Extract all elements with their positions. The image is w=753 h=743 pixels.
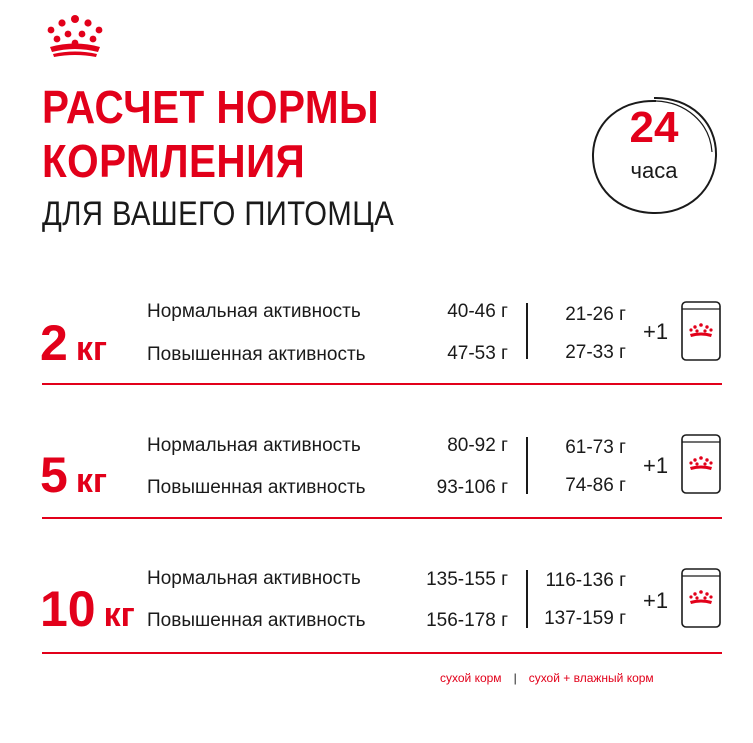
weight-value: 10	[40, 581, 96, 637]
weight-unit: кг	[103, 596, 135, 634]
page-subtitle: ДЛЯ ВАШЕГО ПИТОМЦА	[42, 195, 395, 233]
row-divider	[42, 517, 722, 519]
badge-number: 24	[629, 103, 679, 152]
high-wet-value: 137-159 г	[544, 608, 626, 629]
high-dry-value: 156-178 г	[426, 610, 508, 631]
row-divider	[42, 652, 722, 654]
pouch-count: +1	[643, 588, 669, 613]
legend-separator: |	[513, 671, 517, 685]
normal-dry-value: 80-92 г	[447, 435, 508, 456]
column-divider	[526, 303, 528, 359]
page-title-line-1: РАСЧЕТ НОРМЫ	[42, 81, 380, 133]
legend-dry: сухой корм	[440, 671, 502, 685]
high-activity-label: Повышенная активность	[147, 344, 366, 365]
normal-activity-label: Нормальная активность	[147, 435, 361, 456]
normal-wet-value: 116-136 г	[545, 570, 626, 591]
pouch-count: +1	[643, 319, 669, 344]
badge-unit: часа	[630, 158, 678, 183]
crown-logo-icon	[44, 14, 106, 58]
weight-value: 5	[40, 447, 68, 503]
normal-wet-value: 61-73 г	[565, 437, 626, 458]
normal-dry-value: 40-46 г	[447, 301, 508, 322]
normal-activity-label: Нормальная активность	[147, 301, 361, 322]
column-divider	[526, 570, 528, 628]
wet-food-pouch-icon	[681, 301, 721, 361]
weight-unit: кг	[75, 462, 107, 500]
wet-food-pouch-icon	[681, 568, 721, 628]
normal-activity-label: Нормальная активность	[147, 568, 361, 589]
weight-unit: кг	[75, 330, 107, 368]
normal-wet-value: 21-26 г	[565, 304, 626, 325]
column-divider	[526, 437, 528, 494]
high-dry-value: 93-106 г	[436, 477, 508, 498]
wet-food-pouch-icon	[681, 434, 721, 494]
legend	[440, 672, 654, 684]
weight-value: 2	[40, 315, 68, 371]
weight-2kg	[40, 315, 107, 371]
row-divider	[42, 383, 722, 385]
high-dry-value: 47-53 г	[447, 343, 508, 364]
high-activity-label: Повышенная активность	[147, 610, 366, 631]
high-wet-value: 27-33 г	[565, 342, 626, 363]
page-title-line-2: КОРМЛЕНИЯ	[42, 135, 306, 187]
pouch-count: +1	[643, 453, 669, 478]
high-wet-value: 74-86 г	[565, 475, 626, 496]
legend-mixed: сухой + влажный корм	[528, 671, 654, 685]
high-activity-label: Повышенная активность	[147, 477, 366, 498]
weight-5kg	[40, 447, 107, 503]
weight-10kg	[40, 581, 135, 637]
normal-dry-value: 135-155 г	[426, 569, 508, 590]
